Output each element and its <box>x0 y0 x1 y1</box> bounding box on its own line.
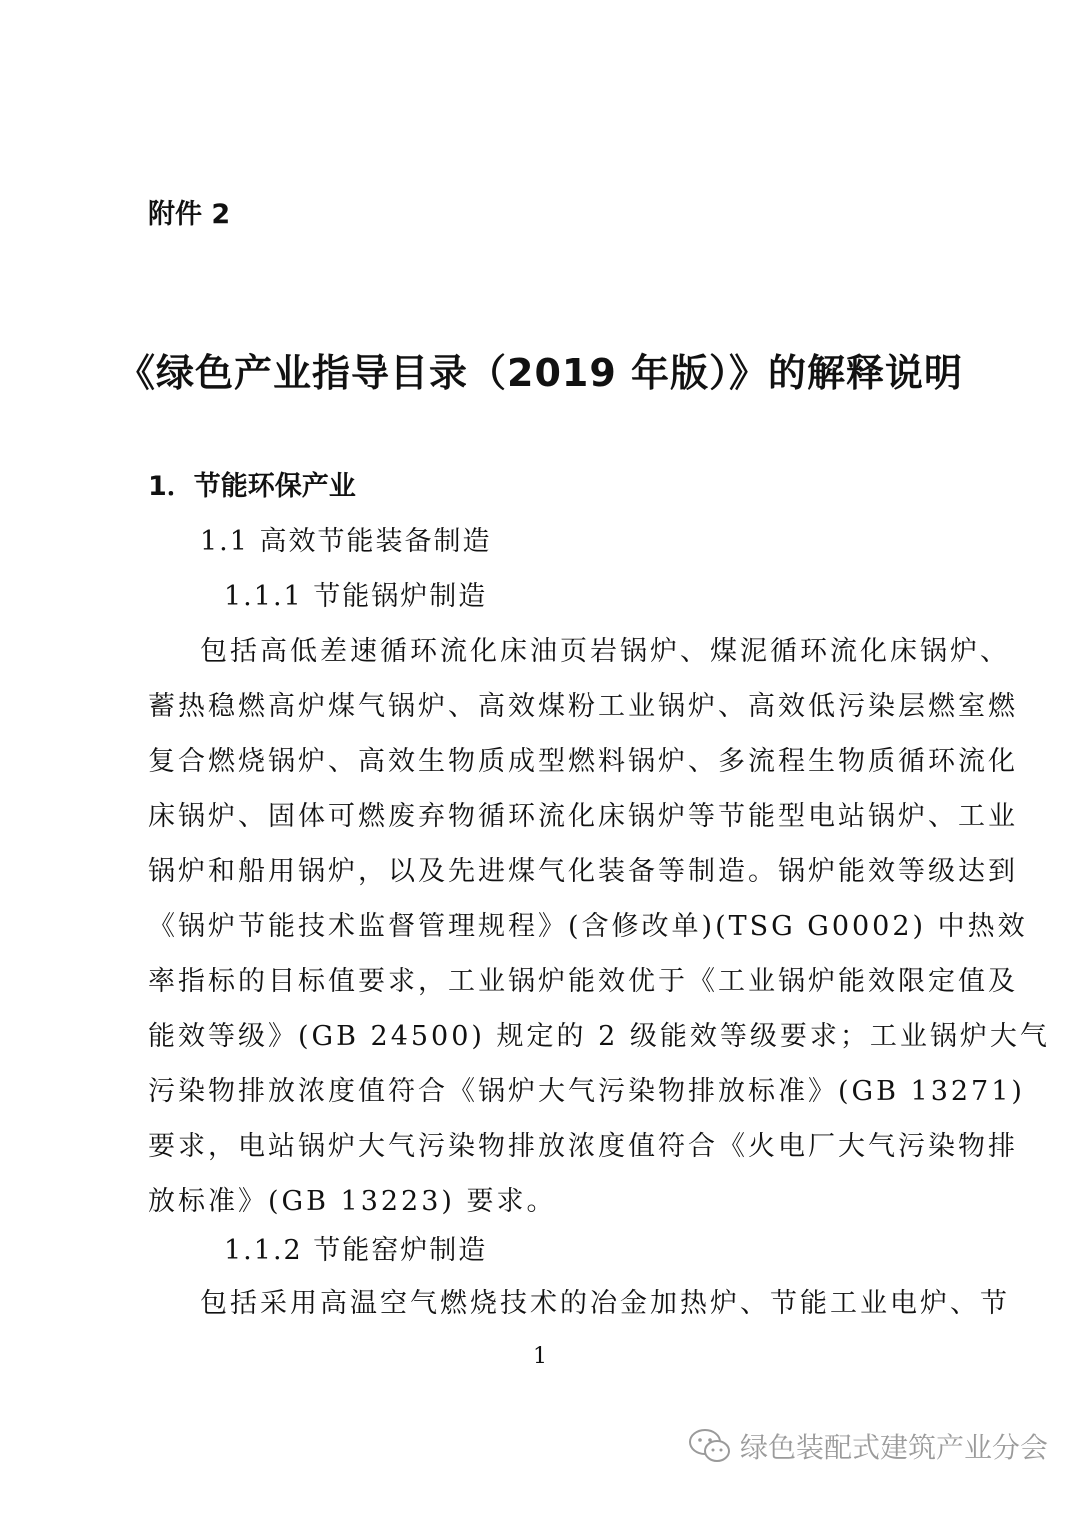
document-title: 《绿色产业指导目录（2019 年版）》的解释说明 <box>117 351 963 395</box>
paragraph-line: 床锅炉、固体可燃废弃物循环流化床锅炉等节能型电站锅炉、工业 <box>148 801 1018 832</box>
paragraph-line: 放标准》(GB 13223) 要求。 <box>148 1186 557 1217</box>
paragraph-line: 《锅炉节能技术监督管理规程》(含修改单)(TSG G0002) 中热效 <box>148 911 1028 942</box>
subsection-heading: 1.1 高效节能装备制造 <box>200 526 492 557</box>
item-heading-1-1-1: 1.1.1 节能锅炉制造 <box>224 581 488 612</box>
paragraph-line: 蓄热稳燃高炉煤气锅炉、高效煤粉工业锅炉、高效低污染层燃室燃 <box>148 691 1018 722</box>
wechat-icon <box>688 1428 732 1464</box>
paragraph-line: 率指标的目标值要求，工业锅炉能效优于《工业锅炉能效限定值及 <box>148 966 1018 997</box>
item-heading-1-1-2: 1.1.2 节能窑炉制造 <box>224 1235 488 1266</box>
attachment-label: 附件 2 <box>148 199 231 230</box>
paragraph-1-1-1 <box>148 624 1050 1229</box>
paragraph-line: 要求，电站锅炉大气污染物排放浓度值符合《火电厂大气污染物排 <box>148 1131 1018 1162</box>
paragraph-line: 污染物排放浓度值符合《锅炉大气污染物排放标准》(GB 13271) <box>148 1076 1025 1107</box>
watermark <box>688 1426 1048 1466</box>
watermark-text: 绿色装配式建筑产业分会 <box>739 1431 1048 1464</box>
paragraph-line: 锅炉和船用锅炉，以及先进煤气化装备等制造。锅炉能效等级达到 <box>148 856 1018 887</box>
page-number: 1 <box>533 1344 547 1369</box>
paragraph-line: 能效等级》(GB 24500) 规定的 2 级能效等级要求；工业锅炉大气 <box>148 1021 1050 1052</box>
paragraph-line: 包括高低差速循环流化床油页岩锅炉、煤泥循环流化床锅炉、 <box>200 636 1010 667</box>
section-heading: 1．节能环保产业 <box>148 471 356 502</box>
paragraph-1-1-2: 包括采用高温空气燃烧技术的冶金加热炉、节能工业电炉、节 <box>200 1288 1010 1319</box>
paragraph-line: 复合燃烧锅炉、高效生物质成型燃料锅炉、多流程生物质循环流化 <box>148 746 1018 777</box>
